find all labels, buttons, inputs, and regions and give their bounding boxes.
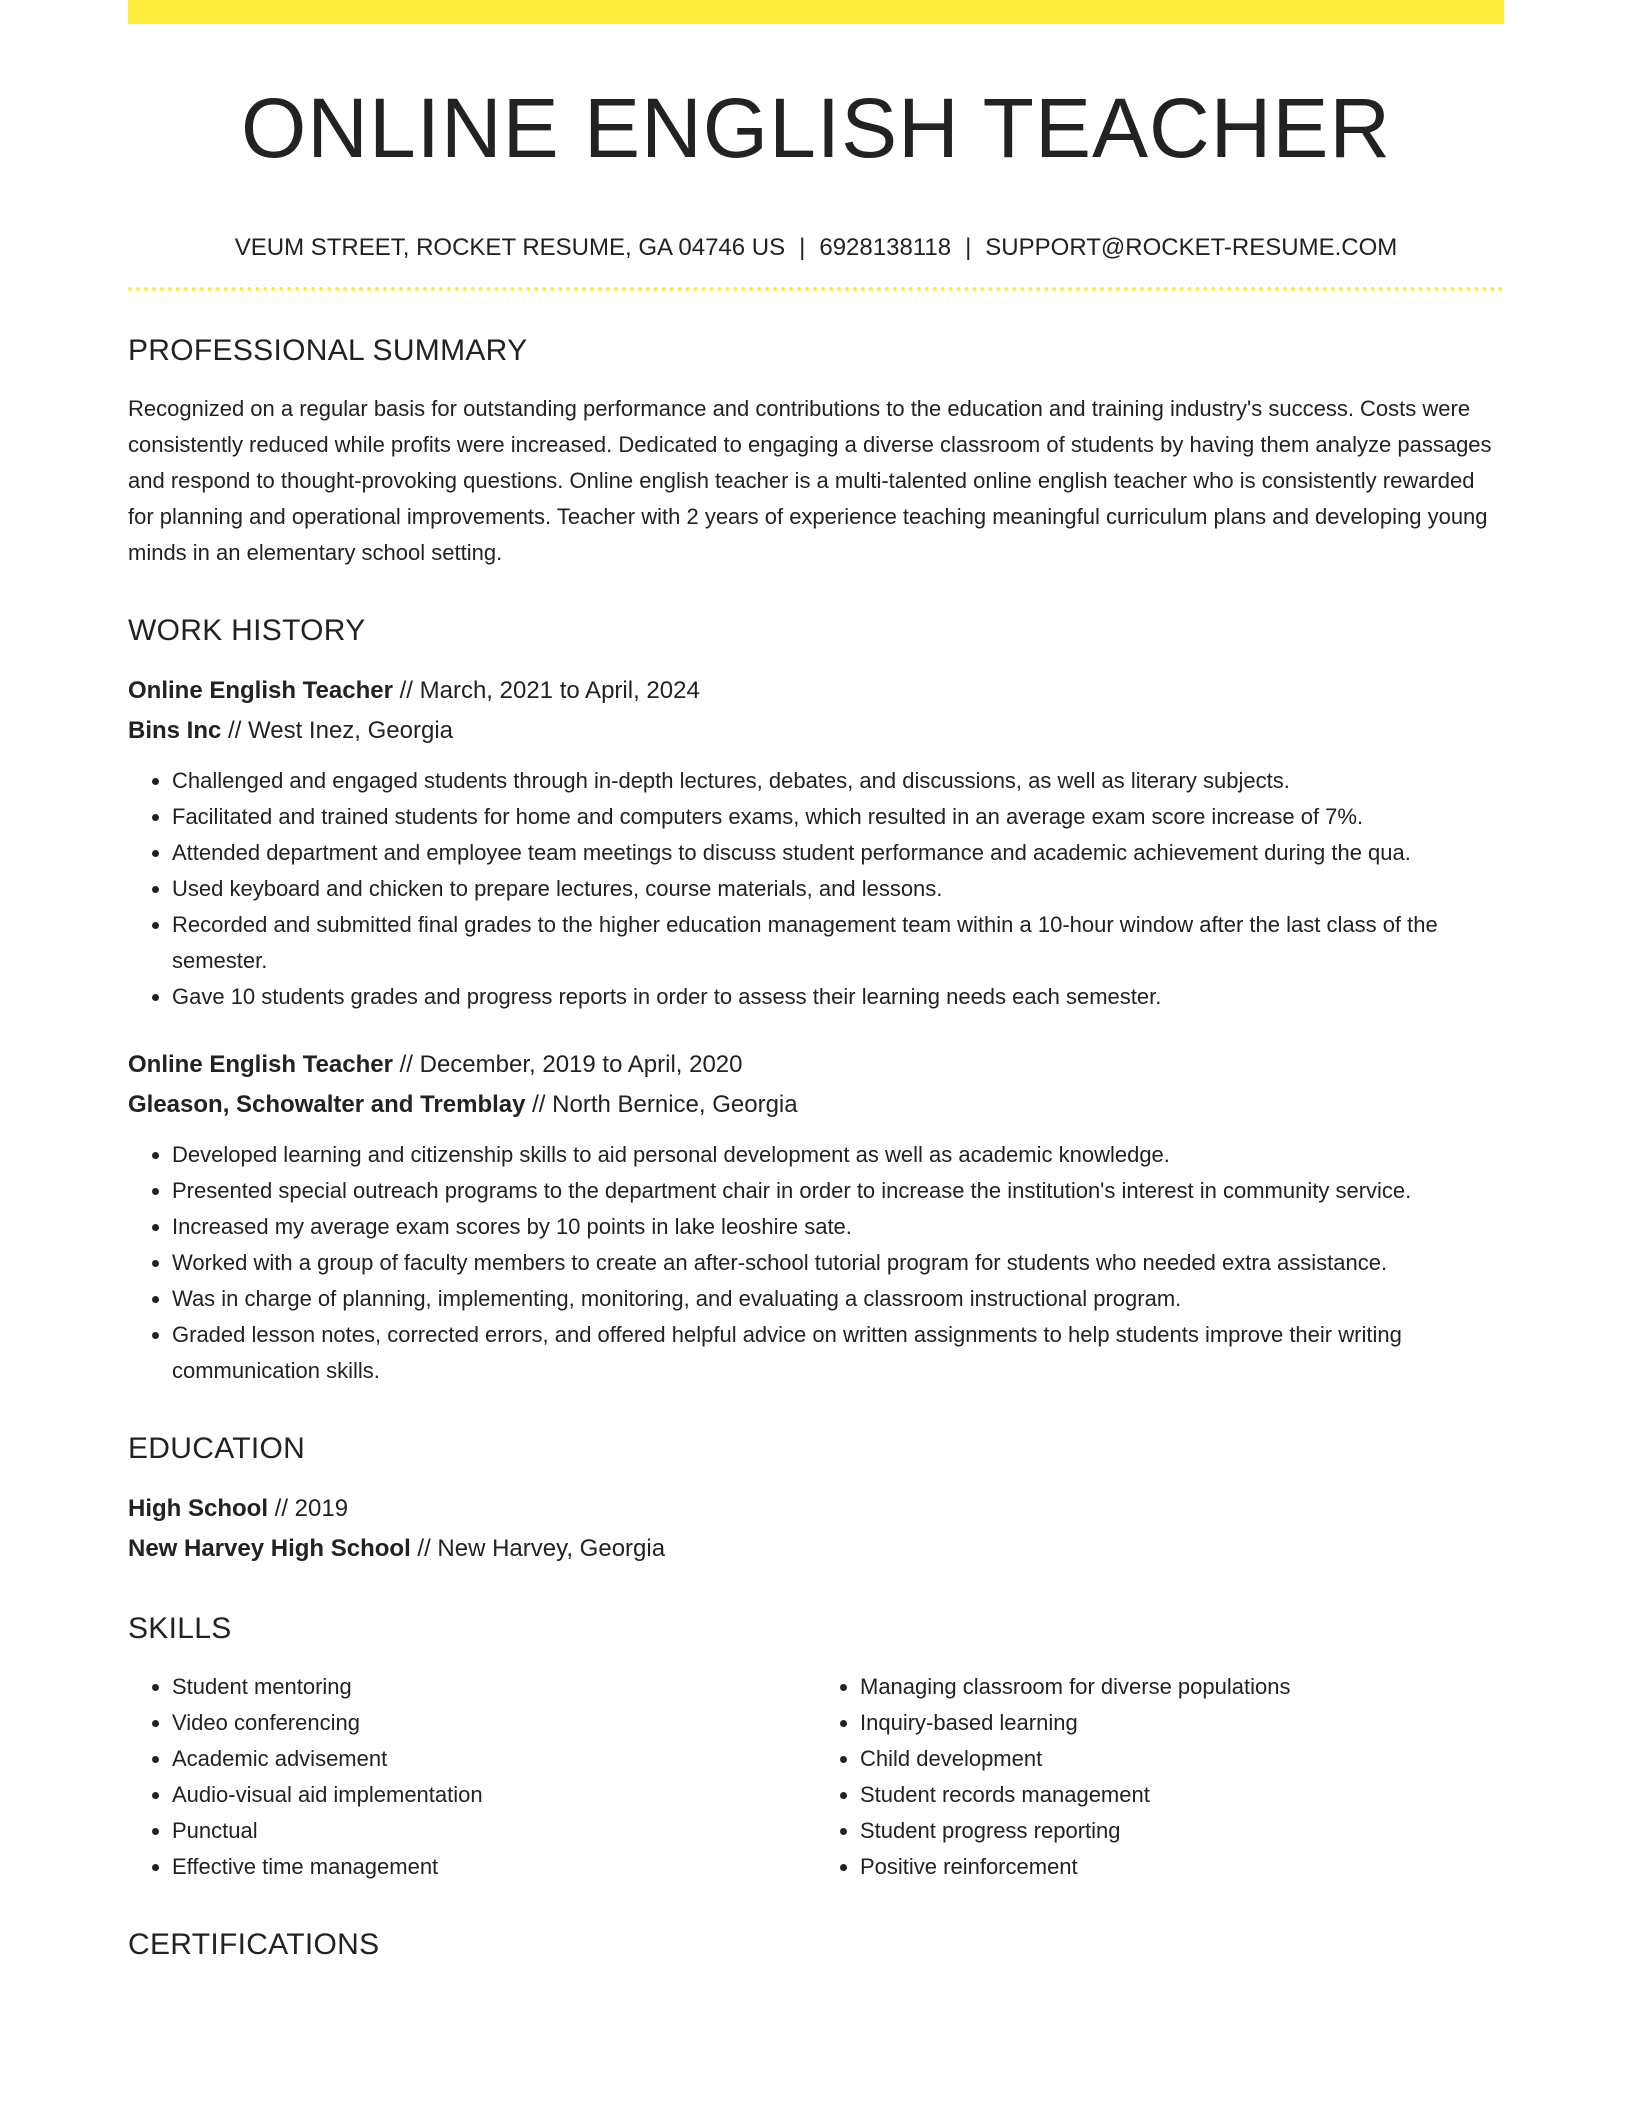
skill-item: • Punctual bbox=[172, 1813, 816, 1849]
skills-section bbox=[128, 1611, 1504, 1885]
contact-phone: 6928138118 bbox=[819, 234, 952, 261]
job-bullet: • Used keyboard and chicken to prepare lectures, course materials, and lessons. bbox=[172, 871, 1504, 907]
dotted-divider bbox=[128, 287, 1504, 291]
job-dates: // December, 2019 to April, 2020 bbox=[392, 1050, 743, 1078]
education-degree: High School bbox=[128, 1494, 268, 1522]
job-company: Bins Inc bbox=[128, 716, 222, 744]
job-bullets bbox=[128, 1137, 1504, 1389]
job-dates: // March, 2021 to April, 2024 bbox=[392, 676, 700, 704]
job-bullet: • Was in charge of planning, implementing, monitoring, and evaluating a classroom instructional program. bbox=[172, 1281, 1504, 1317]
resume-title: ONLINE ENGLISH TEACHER bbox=[240, 81, 1392, 175]
skill-item: • Child development bbox=[860, 1741, 1504, 1777]
skill-item: • Video conferencing bbox=[172, 1705, 816, 1741]
skill-item: • Effective time management bbox=[172, 1849, 816, 1885]
job-bullet: • Developed learning and citizenship skills to aid personal development as well as academic knowledge. bbox=[172, 1137, 1504, 1173]
job-bullets bbox=[128, 763, 1504, 1015]
job-title: Online English Teacher bbox=[128, 1050, 393, 1078]
job-bullet: • Attended department and employee team meetings to discuss student performance and academic achievement during the qua. bbox=[172, 835, 1504, 871]
job-title-line bbox=[128, 1045, 1504, 1085]
education-location: // New Harvey, Georgia bbox=[410, 1534, 666, 1562]
skills-heading: SKILLS bbox=[128, 1611, 232, 1645]
job-bullet: • Increased my average exam scores by 10 points in lake leoshire sate. bbox=[172, 1209, 1504, 1245]
summary-section bbox=[128, 333, 1504, 571]
education-school: New Harvey High School bbox=[128, 1534, 411, 1562]
education-degree-line bbox=[128, 1489, 1504, 1529]
job-location: // West Inez, Georgia bbox=[221, 716, 454, 744]
skill-item: • Student mentoring bbox=[172, 1669, 816, 1705]
job-entry bbox=[128, 1045, 1504, 1389]
certifications-heading: CERTIFICATIONS bbox=[128, 1927, 380, 1961]
skill-item: • Student progress reporting bbox=[860, 1813, 1504, 1849]
skill-item: • Positive reinforcement bbox=[860, 1849, 1504, 1885]
job-company-line bbox=[128, 711, 1504, 751]
skill-item: • Inquiry-based learning bbox=[860, 1705, 1504, 1741]
job-bullet: • Graded lesson notes, corrected errors, and offered helpful advice on written assignments to help students improve their writing communication skills. bbox=[172, 1317, 1504, 1389]
education-year: // 2019 bbox=[268, 1494, 349, 1522]
job-bullet: • Recorded and submitted final grades to the higher education management team within a 10-hour window after the last class of the semester. bbox=[172, 907, 1504, 979]
accent-top-bar bbox=[128, 0, 1504, 24]
skill-item: • Audio-visual aid implementation bbox=[172, 1777, 816, 1813]
skills-left-list bbox=[128, 1669, 816, 1885]
job-company: Gleason, Schowalter and Tremblay bbox=[128, 1090, 526, 1118]
job-bullet: • Facilitated and trained students for home and computers exams, which resulted in an average exam score increase of 7%. bbox=[172, 799, 1504, 835]
education-heading: EDUCATION bbox=[128, 1431, 306, 1465]
skills-columns bbox=[128, 1669, 1504, 1885]
education-school-line bbox=[128, 1529, 1504, 1569]
contact-separator: | bbox=[799, 234, 806, 261]
education-section bbox=[128, 1431, 1504, 1569]
summary-text: Recognized on a regular basis for outstanding performance and contributions to the education and training industry's success. Costs were consistently reduced while profits were increased. Dedicated to engaging a diverse classroom of students by having them analyze passages and respond to thought-provoking questions. Online english teacher is a multi-talented online english teacher who is consistently rewarded for planning and operational improvements. Teacher with 2 years of experience teaching meaningful curriculum plans and developing young minds in an elementary school setting. bbox=[128, 395, 1492, 565]
job-bullet: • Challenged and engaged students through in-depth lectures, debates, and discussions, as well as literary subjects. bbox=[172, 763, 1504, 799]
job-bullet: • Presented special outreach programs to the department chair in order to increase the institution's interest in community service. bbox=[172, 1173, 1504, 1209]
contact-separator: | bbox=[965, 234, 972, 261]
contact-line bbox=[128, 234, 1504, 263]
job-bullet: • Gave 10 students grades and progress reports in order to assess their learning needs each semester. bbox=[172, 979, 1504, 1015]
work-history-heading: WORK HISTORY bbox=[128, 613, 366, 647]
job-title-line bbox=[128, 671, 1504, 711]
work-history-section bbox=[128, 613, 1504, 1389]
job-location: // North Bernice, Georgia bbox=[525, 1090, 798, 1118]
contact-address: VEUM STREET, ROCKET RESUME, GA 04746 US bbox=[234, 234, 786, 261]
summary-heading: PROFESSIONAL SUMMARY bbox=[128, 333, 528, 367]
job-entry bbox=[128, 671, 1504, 1015]
resume-page bbox=[128, 0, 1504, 1985]
job-title: Online English Teacher bbox=[128, 676, 393, 704]
skills-right-list bbox=[816, 1669, 1504, 1885]
skill-item: • Managing classroom for diverse populations bbox=[860, 1669, 1504, 1705]
skill-item: • Academic advisement bbox=[172, 1741, 816, 1777]
job-bullet: • Worked with a group of faculty members to create an after-school tutorial program for students who needed extra assistance. bbox=[172, 1245, 1504, 1281]
skill-item: • Student records management bbox=[860, 1777, 1504, 1813]
contact-email: SUPPORT@ROCKET-RESUME.COM bbox=[985, 234, 1398, 261]
certifications-section bbox=[128, 1927, 1504, 1963]
job-company-line bbox=[128, 1085, 1504, 1125]
